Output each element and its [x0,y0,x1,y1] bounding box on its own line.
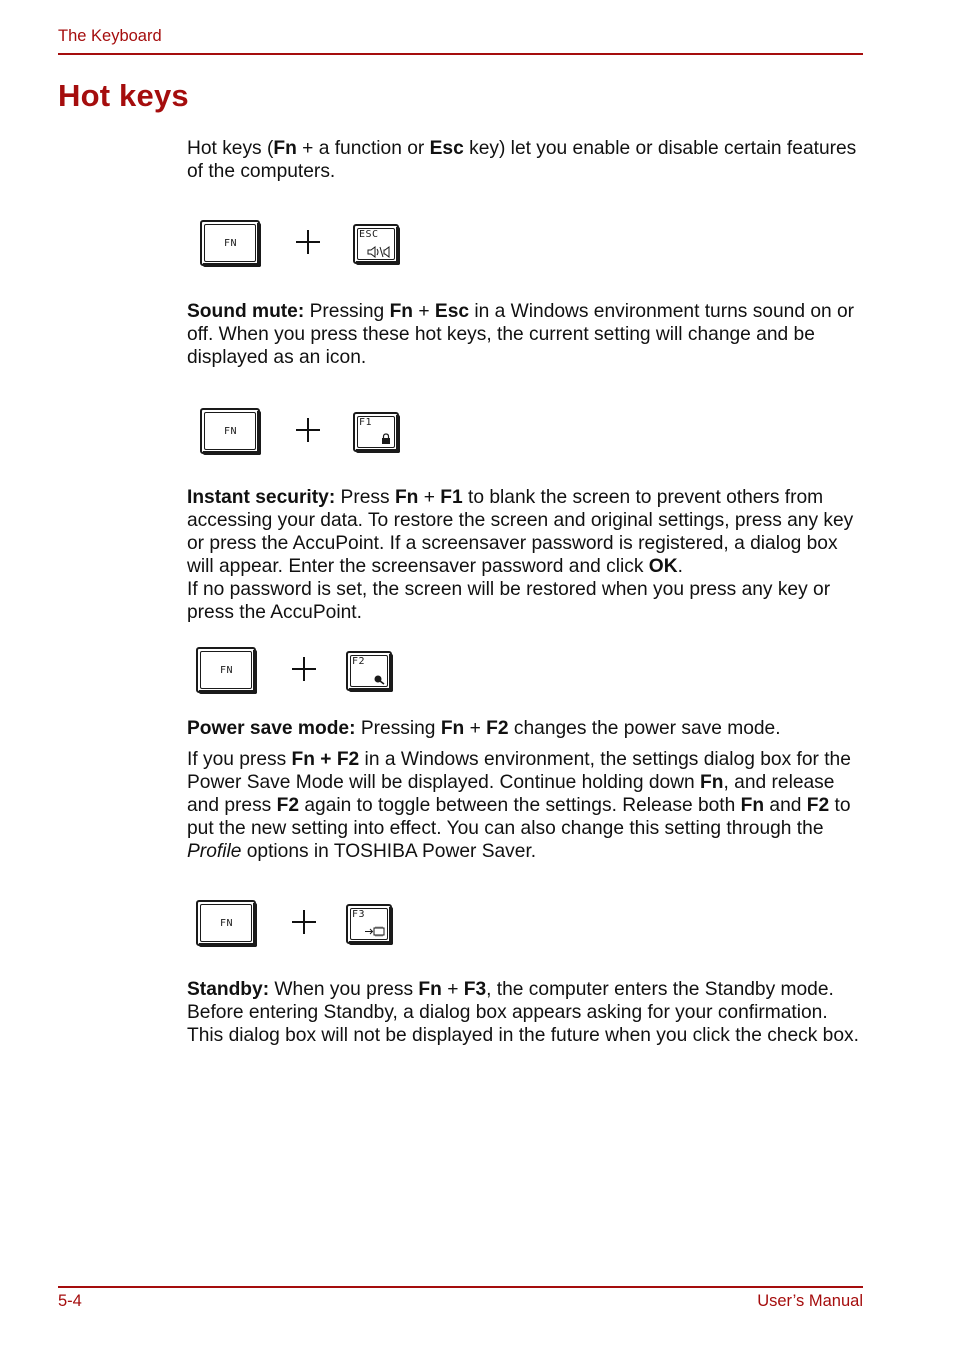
f3-key-label: F3 [352,909,366,920]
plus-icon [292,910,316,934]
running-header: The Keyboard [58,27,162,45]
standby-icon [364,926,386,937]
fn-f3-key-combo [196,900,398,948]
fn-key [196,647,256,693]
fn-f1-key-combo [200,408,402,456]
sound-mute-paragraph: Sound mute: Pressing Fn + Esc in a Windows environment turns sound on or off. When you press these hot keys, the current setting will change and be displayed as an icon. [187,301,855,368]
esc-key [353,224,399,264]
fn-key-label: FN [224,238,238,249]
fn-key [200,220,260,266]
fn-esc-key-combo [200,220,402,268]
esc-key-label: ESC [359,229,379,240]
instant-security-paragraph: Instant security: Press Fn + F1 to blank the screen to prevent others from accessing your data. To restore the screen and original settings, press any key or press the AccuPoint. If a screensaver password is registered, a dialog box will appear. Enter the screensaver password and click OK. If no password is set, the screen will be restored when you press any key or press the AccuPoint. [187,487,854,623]
fn-key-label: FN [220,665,234,676]
power-save-paragraph: Power save mode: Pressing Fn + F2 changes the power save mode. [187,718,781,739]
speaker-mute-icon [367,246,391,258]
fn-key-label: FN [224,426,238,437]
f3-key [346,904,392,944]
header-rule [58,53,863,55]
plus-icon [296,418,320,442]
lock-icon [381,433,391,445]
fn-key [200,408,260,454]
fn-key-label: FN [220,918,234,929]
page-title: Hot keys [58,78,189,113]
fn-f2-key-combo [196,647,398,695]
f1-key-label: F1 [359,417,373,428]
f2-key [346,651,392,691]
f2-key-label: F2 [352,656,366,667]
manual-title: User’s Manual [757,1292,863,1310]
footer-rule [58,1286,863,1288]
plus-icon [296,230,320,254]
f1-key [353,412,399,452]
plus-icon [292,657,316,681]
power-save-detail-paragraph: If you press Fn + F2 in a Windows environment, the settings dialog box for the Power Save Mode will be displayed. Continue holding down Fn, and release and press F2 again to toggle between the settings. Release both Fn and F2 to put the new setting into effect. You can also change this setting through the Profile options in TOSHIBA Power Saver. [187,749,851,862]
fn-key [196,900,256,946]
standby-paragraph: Standby: When you press Fn + F3, the computer enters the Standby mode. Before entering Standby, a dialog box appears asking for your confirmation. This dialog box will not be displayed in the future when you click the check box. [187,979,859,1046]
intro-paragraph: Hot keys (Fn + a function or Esc key) let you enable or disable certain features of the computers. [187,138,857,182]
power-save-icon [373,674,385,685]
page-number: 5-4 [58,1292,82,1310]
